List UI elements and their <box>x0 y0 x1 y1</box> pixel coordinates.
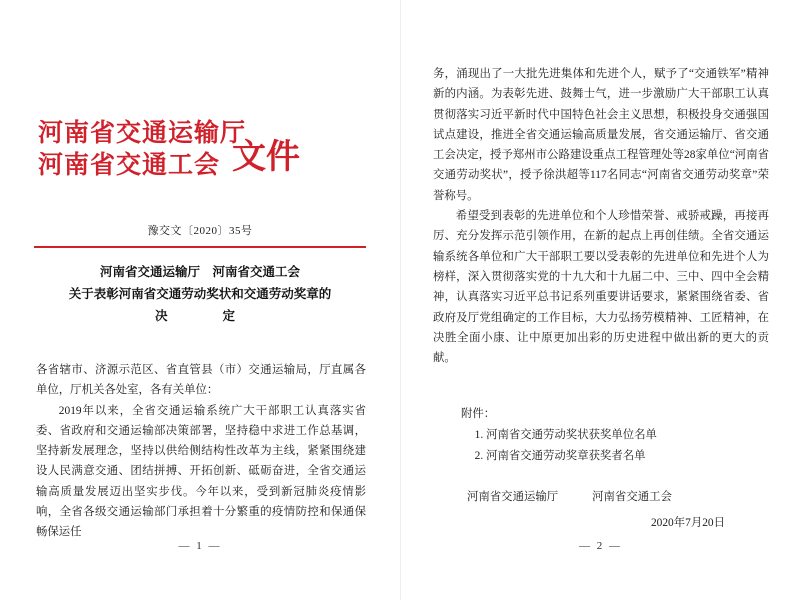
signature-date: 2020年7月20日 <box>650 517 725 529</box>
page-number-right: — 2 — <box>579 540 622 552</box>
masthead-line-2: 河南省交通工会 <box>38 149 221 179</box>
attachment-item-1: 1. 河南省交通劳动奖状获奖单位名单 <box>474 429 657 442</box>
signature-block <box>433 488 769 530</box>
title-line-3: 决 定 <box>154 308 245 323</box>
red-divider-rule <box>34 246 366 248</box>
document-title <box>34 262 366 328</box>
paragraph-2: 务，涌现出了一大批先进集体和先进个人，赋予了“交通铁军”精神新的内涵。为表彰先进、鼓舞士气，进一步激励广大干部职工认真贯彻落实习近平新时代中国特色社会主义思想，积极投身交通强国试点建设，推进全省交通运输高质量发展，省交通运输厅、省交通工会决定，授予郑州市公路建设重点工程管理处等28家单位“河南省交通劳动奖状”，授予徐洪超等117名同志“河南省交通劳动奖章”荣誉称号。 <box>433 68 769 202</box>
page-number-left: — 1 — <box>178 540 222 552</box>
title-line-1: 河南省交通运输厅 河南省交通工会 <box>99 265 300 279</box>
body-text-left <box>36 360 366 543</box>
masthead-line-1: 河南省交通运输厅 <box>38 118 247 147</box>
masthead-titles <box>38 118 246 179</box>
paragraph-3: 希望受到表彰的先进单位和个人珍惜荣誉、戒骄戒躁，再接再厉、充分发挥示范引领作用，在新的起点上再创佳绩。全省交通运输系统各单位和广大干部职工要以受表彰的先进单位和先进个人为榜样，深入贯彻落实党的十九大和十九届二中、三中、四中全会精神，认真落实习近平总书记系列重要讲话要求，紧紧围绕省委、省政府及厅党组确定的工作目标，大力弘扬劳模精神、工匠精神，在决胜全面小康、让中原更加出彩的历史进程中做出新的更大的贡献。 <box>433 210 769 365</box>
paragraph-1: 2019年以来，全省交通运输系统广大干部职工认真落实省委、省政府和交通运输部决策部署，坚持稳中求进工作总基调，坚持新发展理念，坚持以供给侧结构性改革为主线，紧紧围绕建设人民满意交通、团结拼搏、开拓创新、砥砺奋进，全省交通运输高质量发展迈出坚实步伐。今年以来，受到新冠肺炎疫情影响，全省各级交通运输部门承担着十分繁重的疫情防控和保通保畅保运任 <box>36 404 366 539</box>
masthead <box>38 118 362 179</box>
masthead-suffix: 文件 <box>232 137 301 177</box>
signer-2: 河南省交通工会 <box>592 491 672 503</box>
body-text-right <box>433 64 769 368</box>
title-line-2: 关于表彰河南省交通劳动奖状和交通劳动奖章的 <box>68 286 332 301</box>
paragraph-salutation: 各省辖市、济源示范区、省直管县（市）交通运输局，厅直属各单位，厅机关各处室，各有关单位： <box>36 364 366 397</box>
attachment-item-2: 2. 河南省交通劳动奖章获奖者名单 <box>474 450 646 463</box>
document-number: 豫交文〔2020〕35号 <box>147 225 253 237</box>
document-page-right <box>400 0 800 600</box>
attachments-block <box>461 404 781 467</box>
signer-1: 河南省交通运输厅 <box>467 491 559 503</box>
attachments-label: 附件： <box>461 408 496 420</box>
